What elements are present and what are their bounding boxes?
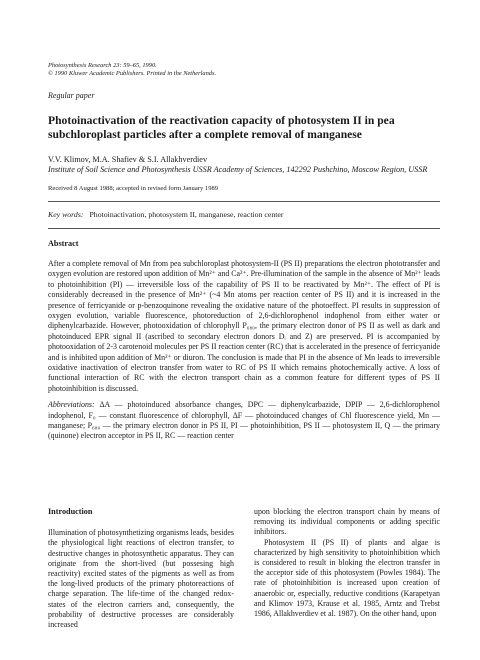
abbreviations-text: ΔA — photoinduced absorbance changes, DPC — diphenylcarbazide, DPIP — 2,6-dichlorophenol indophenol, F₀ — constant fluorescence of chlorophyll, ΔF — photoinduced changes of Chl fluorescence yield, Mn — manganese; P₆₈₀ — the primary electron donor in PS II, PI — photoinhibition, PS II — photosystem II, Q — the primary (quinone) electron acceptor in PS II, RC — reaction center [48,400,440,441]
keywords [48,210,440,219]
abbreviations [48,400,440,442]
divider [48,228,440,229]
introduction-heading: Introduction [48,507,93,516]
affiliation: Institute of Soil Science and Photosynthesis USSR Academy of Sciences, 142292 Pushchino, Moscow Region, USSR [48,165,428,175]
keywords-label: Key words: [48,209,84,219]
journal-info [48,62,440,78]
journal-citation: Photosynthesis Research 23: 59–65, 1990. [48,62,157,69]
abstract-heading: Abstract [48,238,79,248]
abbreviations-label: Abbreviations: [48,400,95,410]
introduction-para-1-cont: upon blocking the electron transport chain by means of removing its individual components or adding specific inhibitors. [254,507,440,537]
introduction-para-1: Illumination of photosynthetizing organisms leads, besides the physiological light reactions of electron transfer, to destructive changes in photosynthetic apparatus. They can originate from the short-lived (but possesing high reactivity) excited states of the pigments as well as from the long-lived products of the primary photoreactions of charge separation. The life-time of the changed redox-states of the electron carriers and, consequently, the probability of destructive processes are considerably increased [48,528,234,630]
right-column [254,507,440,630]
left-column [48,507,234,630]
paper-type: Regular paper [48,91,95,101]
keywords-text: Photoinactivation, photosystem II, manganese, reaction center [89,209,284,219]
introduction-para-2: Photosystem II (PS II) of plants and algae is characterized by high sensitivity to photoinhibition which is considered to result in bloking the electron transfer in the acceptor side of this photosystem (Powles 1984). The rate of photoinhibition is increased upon creation of anaerobic or, especially, reductive conditions (Karapetyan and Klimov 1973, Krause et al. 1985, Arntz and Trebst 1986, Allakhverdiev et al. 1987). On the other hand, upon [254,537,440,619]
received-date: Received 8 August 1988; accepted in revised form January 1989 [48,184,219,192]
paper-page [48,62,440,442]
divider [48,201,440,202]
authors: V.V. Klimov, M.A. Shafiev & S.I. Allakhverdiev [48,155,208,165]
journal-copyright: © 1990 Kluwer Academic Publishers. Printed in the Netherlands. [48,70,217,78]
body-columns [48,507,440,630]
abstract-text: After a complete removal of Mn from pea subchloroplast photosystem-II (PS II) preparations the electron phototransfer and oxygen evolution are restored upon addition of Mn²⁺ and Ca²⁺. Pre-illumination of the sample in the absence of Mn²⁺ leads to photoinhibition (PI) — irreversible loss of the capability of PS II to be reactivated by Mn²⁺. The effect of PI is considerably decreased in the presence of Mn²⁺ (~4 Mn atoms per reaction center of PS II) and it is increased in the presence of ferricyanide or p-benzoquinone revealing the oxidative nature of the photoeffect. PI results in suppression of oxygen evolution, variable fluorescence, photoreduction of 2,6-dichlorophenol indophenol from either water or diphenylcarbazide. However, photooxidation of chlorophyll P₆₈₀, the primary electron donor of PS II as well as dark and photoinduced EPR signal II (ascribed to secondary electron donors Dᵢ and Z) are preserved. PI is accompanied by photooxidation of 2-3 carotenoid molecules per PS II reaction center (RC) that is accelerated in the presence of ferricyanide and is inhibited upon addition of Mn²⁺ or diuron. The conclusion is made that PI in the absence of Mn leads to irreversible oxidative inactivation of electron transfer from water to RC of PS II which remains photochemically active. A loss of functional interaction of RC with the electron transport chain as a common feature for different types of PS II photoinhibition is discussed. [48,258,440,393]
paper-title: Photoinactivation of the reactivation capacity of photosystem II in pea subchloroplast particles after a complete removal of manganese [48,114,395,142]
